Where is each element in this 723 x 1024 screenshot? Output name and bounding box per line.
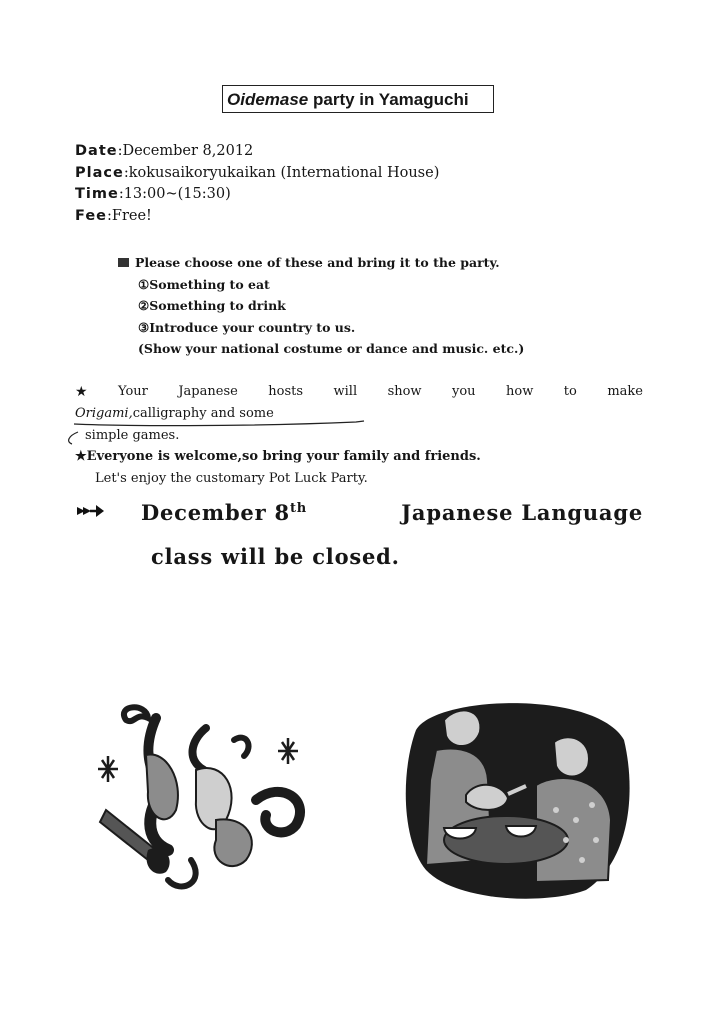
- word: Japanese: [178, 384, 238, 399]
- info-value: :kokusaikoryukaikan (International House): [123, 164, 440, 181]
- square-bullet-icon: [118, 258, 129, 267]
- closed-date: December 8: [141, 500, 290, 525]
- bring-heading: Please choose one of these and bring it to the party.: [135, 255, 500, 270]
- tea-party-clipart: [396, 690, 636, 900]
- word: will: [333, 384, 358, 399]
- bring-list: [118, 252, 524, 360]
- star-icon: ★: [75, 449, 87, 464]
- closed-subject: Japanese Language: [401, 500, 643, 525]
- origami-word: Origami,: [75, 406, 133, 421]
- welcome-line-2: Let's enjoy the customary Pot Luck Party.: [95, 471, 368, 486]
- info-value: :Free!: [107, 207, 152, 224]
- double-arrow-icon: [76, 502, 106, 520]
- info-value: :13:00~(15:30): [118, 186, 231, 202]
- hosts-line-2: [75, 403, 643, 425]
- hosts-line-1: [75, 381, 643, 403]
- closed-notice-line-1: [141, 500, 643, 525]
- bring-heading-row: [118, 252, 524, 274]
- hosts-line-2-rest: calligraphy and some: [132, 406, 274, 421]
- word: how: [506, 384, 534, 399]
- hosts-paragraph: [75, 381, 643, 447]
- list-item: ③Introduce your country to us.: [138, 319, 356, 335]
- dancers-clipart: [86, 700, 326, 900]
- info-fee: [75, 206, 439, 228]
- info-time: [75, 184, 439, 206]
- star-icon: [278, 738, 298, 764]
- info-label: Fee: [75, 207, 107, 224]
- welcome-line-1: [75, 446, 481, 468]
- word: make: [607, 384, 643, 399]
- info-date: [75, 141, 439, 163]
- star-icon: [98, 756, 118, 782]
- info-label: Place: [75, 164, 124, 181]
- closed-notice-line-2: class will be closed.: [151, 544, 400, 569]
- welcome-text: Everyone is welcome,so bring your family and friends.: [86, 449, 481, 464]
- word: Your: [118, 384, 148, 399]
- info-label: Time: [75, 186, 119, 202]
- page-title: [222, 85, 494, 113]
- star-icon: ★: [75, 384, 88, 400]
- title-italic: Oidemase: [227, 90, 309, 109]
- list-item: ①Something to eat: [138, 276, 270, 292]
- info-place: [75, 163, 439, 185]
- word: show: [387, 384, 422, 399]
- closed-date-suffix: th: [289, 501, 308, 516]
- word: to: [563, 384, 577, 399]
- title-rest: party in Yamaguchi: [308, 90, 469, 109]
- info-label: Date: [75, 143, 118, 159]
- list-item: ②Something to drink: [138, 298, 286, 314]
- word: hosts: [268, 384, 304, 399]
- word: you: [452, 384, 476, 399]
- info-value: :December 8,2012: [117, 143, 254, 159]
- event-info: [75, 141, 439, 227]
- list-item: (Show your national costume or dance and music. etc.): [138, 341, 525, 357]
- welcome-paragraph: [75, 446, 481, 490]
- hosts-line-3: simple games.: [85, 428, 180, 443]
